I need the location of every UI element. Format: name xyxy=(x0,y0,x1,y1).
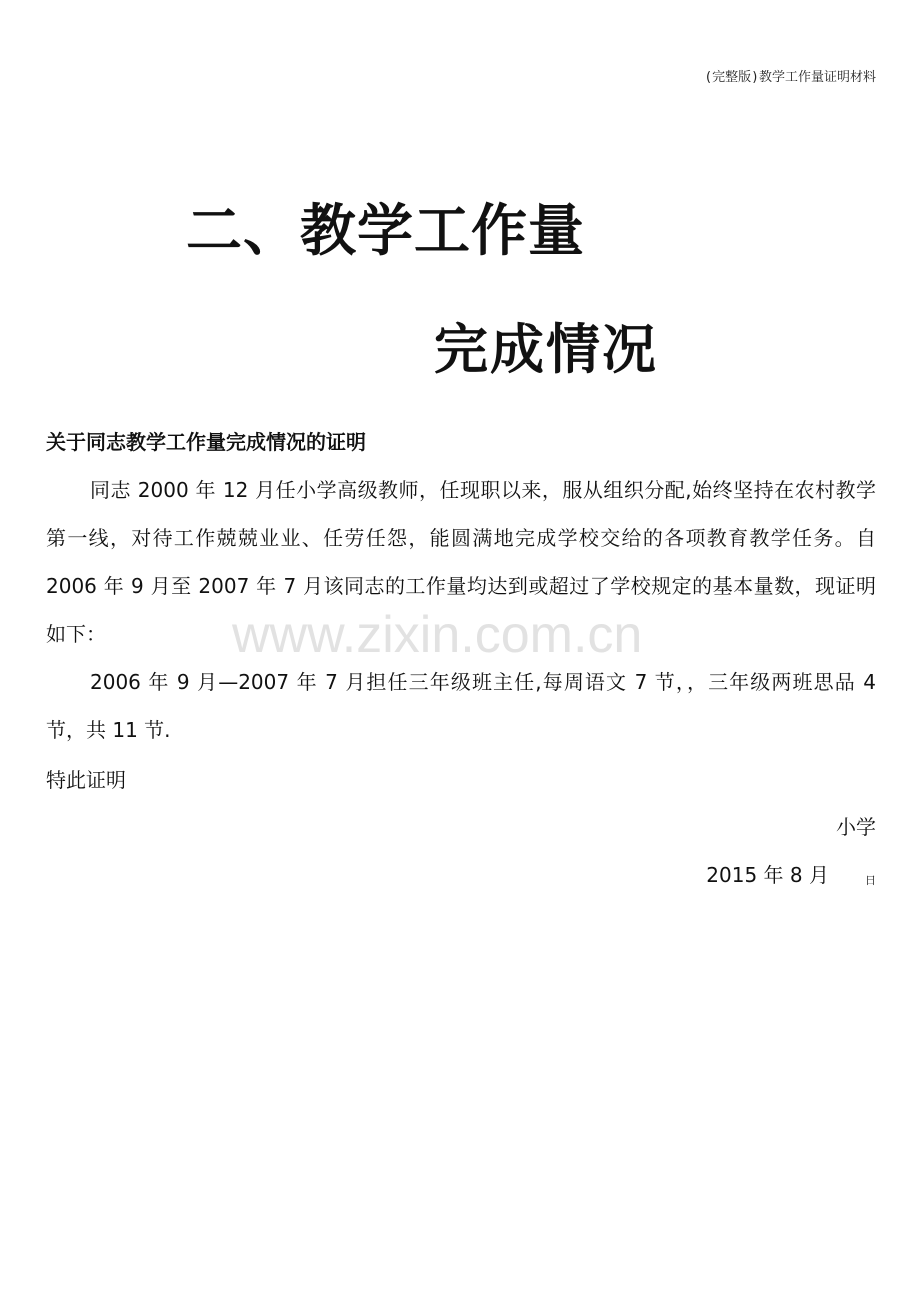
certificate-paragraph-2: 2006 年 9 月—2007 年 7 月担任三年级班主任,每周语文 7 节，，三年级两班思品 4 节，共 11 节. xyxy=(46,670,876,742)
running-header: (完整版)教学工作量证明材料 xyxy=(704,70,876,85)
certificate-heading: 关于同志教学工作量完成情况的证明 xyxy=(46,430,366,454)
date-line xyxy=(706,861,876,895)
date-day-label: 日 xyxy=(865,874,876,887)
certificate-paragraph-1: 同志 2000 年 12 月任小学高级教师，任现职以来，服从组织分配,始终坚持在农村教学第一线，对待工作兢兢业业、任劳任怨，能圆满地完成学校交给的各项教育教学任务。自 2006 年 9 月至 2007 年 7 月该同志的工作量均达到或超过了学校规定的基本量数，现证明如下： xyxy=(46,478,876,646)
watermark: www.zixin.com.cn xyxy=(232,606,643,664)
section-title: 二、教学工作量 xyxy=(186,199,585,264)
closing-line: 特此证明 xyxy=(46,768,126,792)
section-subtitle: 完成情况 xyxy=(434,318,658,381)
signatory: 小学 xyxy=(836,815,876,839)
date-text: 2015 年 8 月 xyxy=(706,863,829,887)
